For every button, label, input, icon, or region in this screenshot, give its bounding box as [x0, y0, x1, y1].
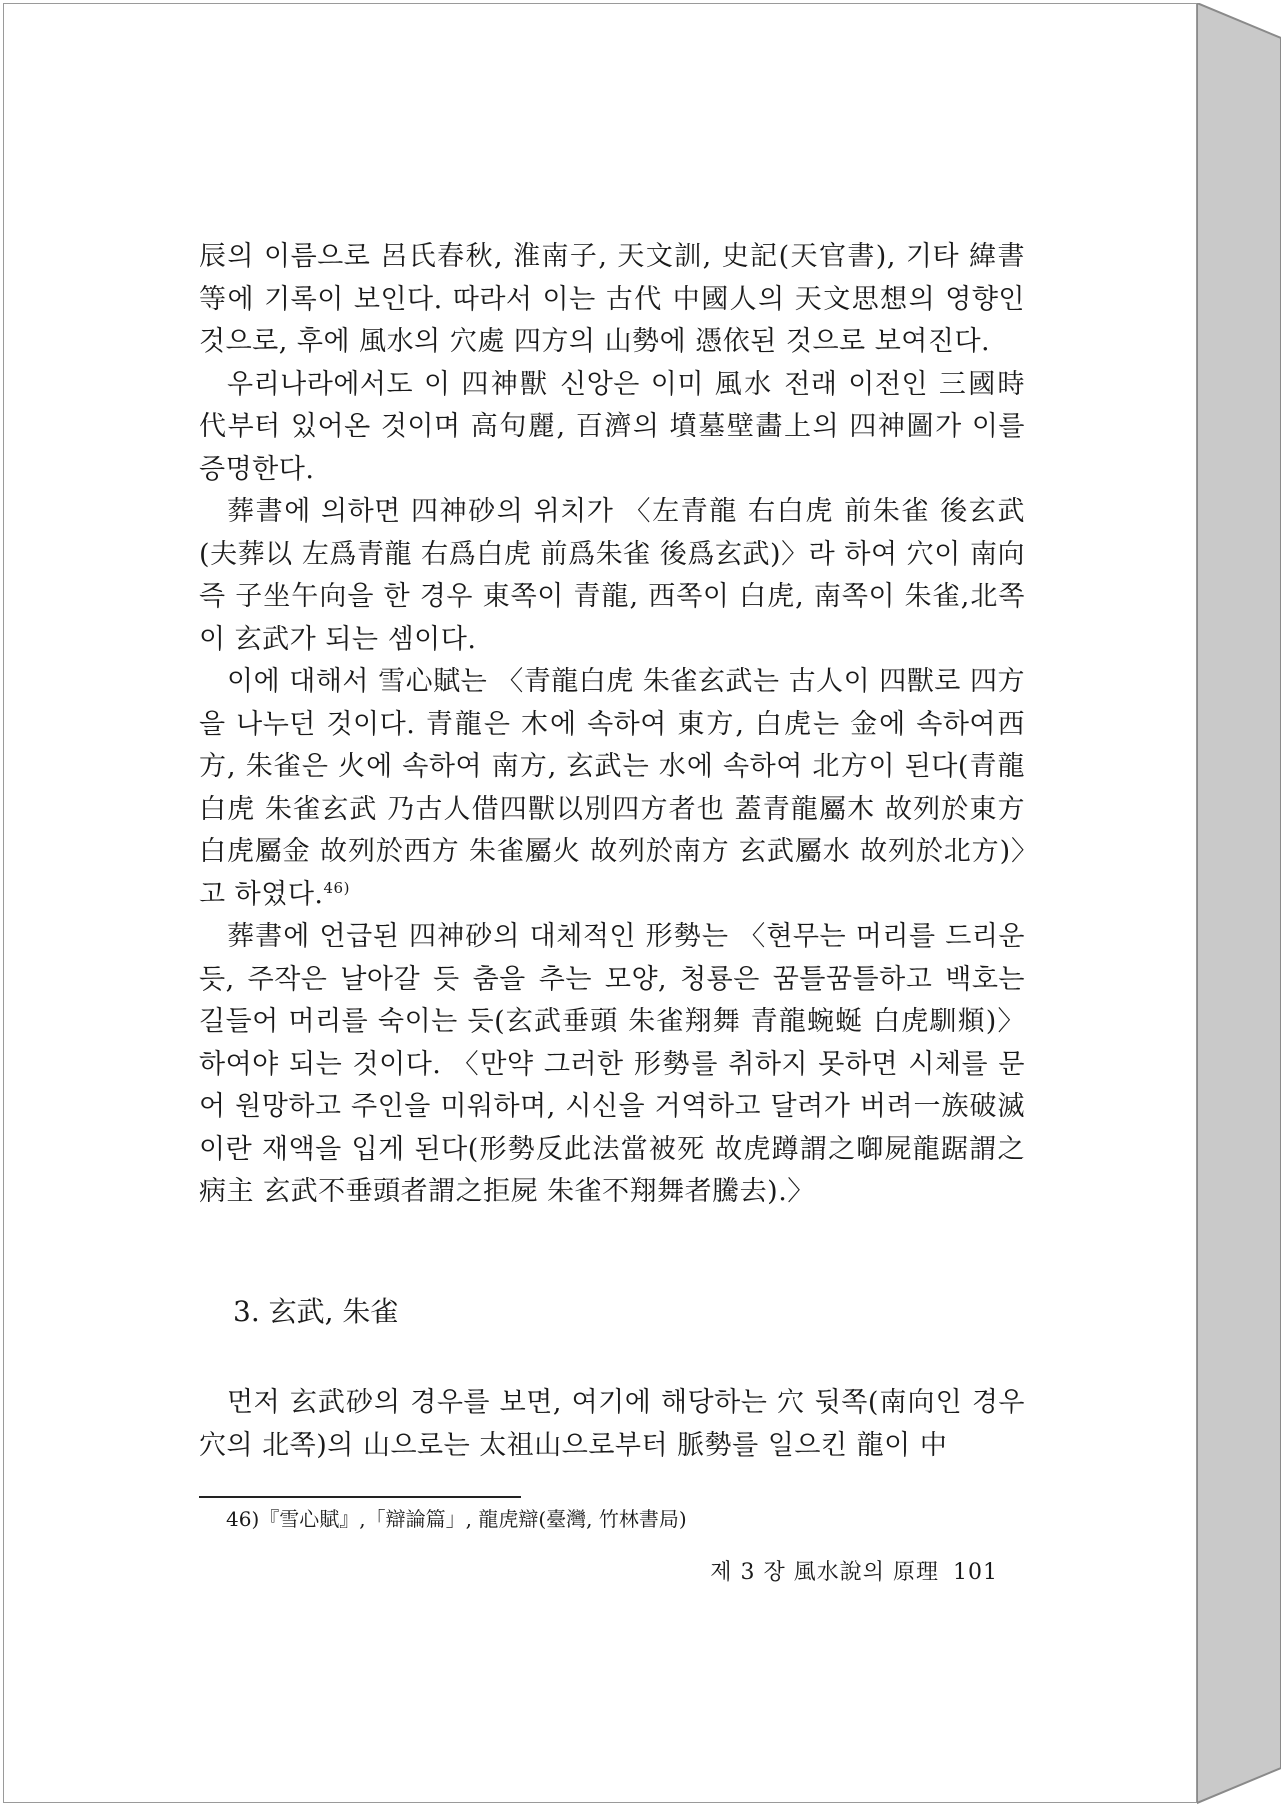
body-text	[199, 236, 1025, 1214]
paragraph-4	[199, 661, 1025, 916]
paragraph-5: 葬書에 언급된 四神砂의 대체적인 形勢는 〈현무는 머리를 드리운듯, 주작은 날아갈 듯 춤을 추는 모양, 청룡은 꿈틀꿈틀하고 백호는 길들어 머리를 숙이는 듯(玄武垂頭 朱雀翔舞 青龍蜿蜒 白虎馴頫)〉하여야 되는 것이다. 〈만약 그러한 形勢를 취하지 못하면 시체를 문어 원망하고 주인을 미워하며, 시신을 거역하고 달려가 버려一族破滅이란 재액을 입게 된다(形勢反此法當被死 故虎蹲謂之啣屍龍踞謂之病主 玄武不垂頭者謂之拒屍 朱雀不翔舞者騰去).〉	[199, 921, 1025, 1207]
running-footer	[680, 1556, 998, 1590]
paragraph-3: 葬書에 의하면 四神砂의 위치가 〈左青龍 右白虎 前朱雀 後玄武(夫葬以 左爲青龍 右爲白虎 前爲朱雀 後爲玄武)〉라 하여 穴이 南向즉 子坐午向을 한 경우 東쪽이 青龍, 西쪽이 白虎, 南쪽이 朱雀,北쪽이 玄武가 되는 셈이다.	[199, 496, 1025, 655]
page-edge-shape	[1197, 3, 1281, 1805]
section-heading: 3. 玄武, 朱雀	[233, 1295, 399, 1328]
section-paragraph: 먼저 玄武砂의 경우를 보면, 여기에 해당하는 穴 뒷쪽(南向인 경우 穴의 北쪽)의 山으로는 太祖山으로부터 脈勢를 일으킨 龍이 中	[199, 1387, 1025, 1461]
page-number: 101	[953, 1560, 998, 1585]
footnote-reference: 46)	[323, 878, 350, 897]
paragraph-4-text: 이에 대해서 雪心賦는 〈青龍白虎 朱雀玄武는 古人이 四獸로 四方을 나누던 것이다. 青龍은 木에 속하여 東方, 白虎는 金에 속하여西方, 朱雀은 火에 속하여 南方, 玄武는 水에 속하여 北方이 된다(青龍白虎 朱雀玄武 乃古人借四獸以別四方者也 蓋青龍屬木 故列於東方 白虎屬金 故列於西方 朱雀屬火 故列於南方 玄武屬水 故列於北方)〉고 하였다.	[199, 666, 1025, 910]
chapter-title: 제 3 장 風水說의 原理	[710, 1560, 939, 1585]
paragraph-1: 辰의 이름으로 呂氏春秋, 淮南子, 天文訓, 史記(天官書), 기타 緯書等에 기록이 보인다. 따라서 이는 古代 中國人의 天文思想의 영향인 것으로, 후에 風水의 穴處 四方의 山勢에 憑依된 것으로 보여진다.	[199, 241, 1025, 357]
footnote-divider	[199, 1496, 521, 1498]
footnote: 46)『雪心賦』,「辯論篇」, 龍虎辯(臺灣, 竹林書局)	[226, 1507, 687, 1531]
paragraph-2: 우리나라에서도 이 四神獸 신앙은 이미 風水 전래 이전인 三國時代부터 있어온 것이며 高句麗, 百濟의 墳墓壁畵上의 四神圖가 이를 증명한다.	[199, 368, 1025, 485]
